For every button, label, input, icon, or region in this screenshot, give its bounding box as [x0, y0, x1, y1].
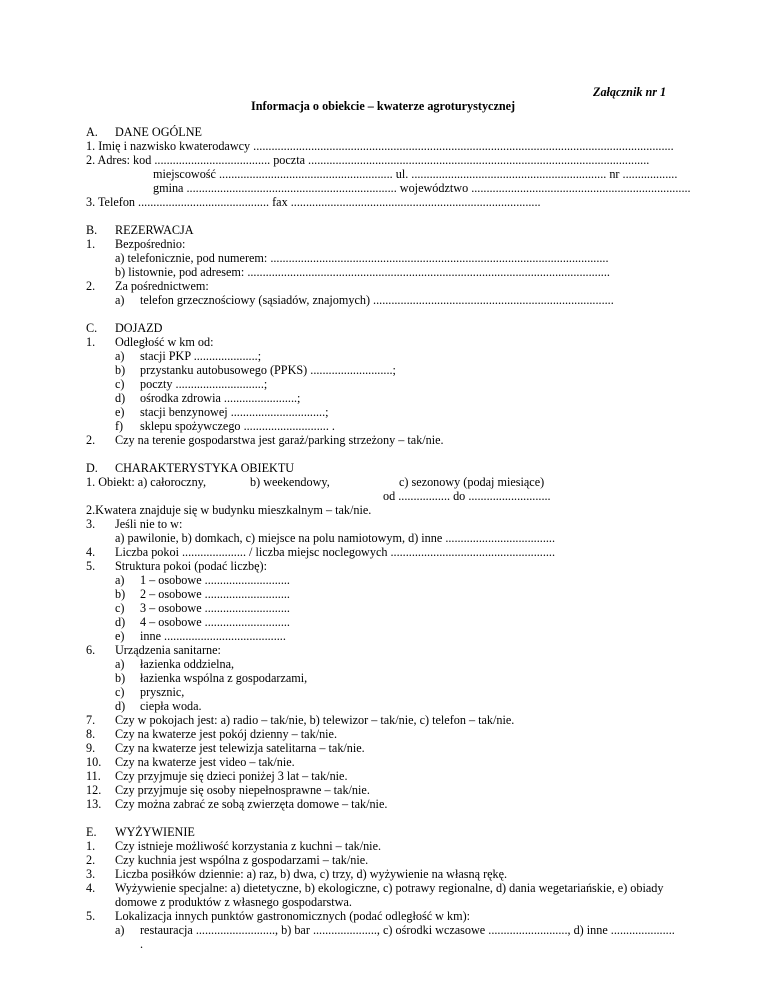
d-sanitary-letter: c) — [115, 685, 125, 699]
e-item-text: Czy istnieje możliwość korzystania z kuchni – tak/nie. — [115, 839, 382, 853]
d-room-text: inne ........................................ — [140, 629, 286, 643]
d-item-number: 12. — [86, 783, 102, 797]
c-sub-text: ośrodka zdrowia ........................; — [140, 391, 301, 405]
c-item-2-number: 2. — [86, 433, 96, 447]
b-item-2a-letter: a) — [115, 293, 125, 307]
e-item-5a-text: restauracja .........................., b) bar ....................., c) ośrodki wczasowe .........................., d) inne ..................... — [140, 923, 675, 937]
e-item-number: 4. — [86, 881, 96, 895]
d-item-6-text: Urządzenia sanitarne: — [115, 643, 221, 657]
d-season-range: od ................. do ........................... — [383, 489, 551, 503]
d-item-text: Czy przyjmuje się osoby niepełnosprawne – tak/nie. — [115, 783, 370, 797]
d-room-text: 1 – osobowe ............................ — [140, 573, 290, 587]
section-e-letter: E. — [86, 825, 97, 839]
d-item-4-number: 4. — [86, 545, 96, 559]
d-object-b: b) weekendowy, — [250, 475, 330, 489]
section-c-heading: DOJAZD — [115, 321, 163, 335]
section-d-heading: CHARAKTERYSTYKA OBIEKTU — [115, 461, 295, 475]
field-address-town: miejscowość ......................................................... ul. ................................................................ nr .................. — [153, 167, 678, 181]
d-sanitary-text: łazienka oddzielna, — [140, 657, 235, 671]
attachment-label: Załącznik nr 1 — [593, 85, 667, 99]
c-sub-letter: a) — [115, 349, 125, 363]
e-item-4-continued: domowe z produktów z własnego gospodarstwa. — [115, 895, 352, 909]
d-room-text: 2 – osobowe ............................ — [140, 587, 290, 601]
d-room-letter: e) — [115, 629, 125, 643]
d-item-2: 2.Kwatera znajduje się w budynku mieszkalnym – tak/nie. — [86, 503, 372, 517]
d-sanitary-letter: d) — [115, 699, 126, 713]
d-room-letter: b) — [115, 587, 126, 601]
b-item-1a: a) telefonicznie, pod numerem: ............................................................................................................... — [115, 251, 609, 265]
field-owner-name: 1. Imię i nazwisko kwaterodawcy .......................................................................................................................................... — [86, 139, 674, 153]
section-b-letter: B. — [86, 223, 98, 237]
d-room-letter: d) — [115, 615, 126, 629]
c-sub-text: stacji benzynowej ...............................; — [140, 405, 329, 419]
d-sanitary-text: ciepła woda. — [140, 699, 202, 713]
d-item-5-text: Struktura pokoi (podać liczbę): — [115, 559, 267, 573]
section-e-heading: WYŻYWIENIE — [115, 825, 195, 839]
e-item-5a-letter: a) — [115, 923, 125, 937]
c-sub-text: poczty .............................; — [140, 377, 268, 391]
section-c-letter: C. — [86, 321, 98, 335]
d-sanitary-letter: a) — [115, 657, 125, 671]
d-item-number: 8. — [86, 727, 96, 741]
field-address-code: 2. Adres: kod ...................................... poczta ................................................................................................................ — [86, 153, 650, 167]
d-item-text: Czy na kwaterze jest video – tak/nie. — [115, 755, 295, 769]
d-item-3-text: Jeśli nie to w: — [115, 517, 183, 531]
e-item-5a-end: . — [140, 937, 144, 951]
e-item-text: Liczba posiłków dziennie: a) raz, b) dwa, c) trzy, d) wyżywienie na własną rękę. — [115, 867, 508, 881]
d-room-letter: c) — [115, 601, 125, 615]
d-item-text: Czy przyjmuje się dzieci poniżej 3 lat – tak/nie. — [115, 769, 348, 783]
e-item-5-number: 5. — [86, 909, 96, 923]
d-sanitary-text: prysznic, — [140, 685, 185, 699]
d-item-number: 9. — [86, 741, 96, 755]
d-item-number: 11. — [86, 769, 101, 783]
c-sub-letter: b) — [115, 363, 126, 377]
d-room-text: 3 – osobowe ............................ — [140, 601, 290, 615]
e-item-number: 3. — [86, 867, 96, 881]
d-item-4-text: Liczba pokoi ..................... / liczba miejsc noclegowych ...................................................... — [115, 545, 556, 559]
b-item-1-number: 1. — [86, 237, 96, 251]
d-item-text: Czy na kwaterze jest telewizja satelitarna – tak/nie. — [115, 741, 365, 755]
e-item-number: 1. — [86, 839, 96, 853]
d-item-3-options: a) pawilonie, b) domkach, c) miejsce na polu namiotowym, d) inne .................................... — [115, 531, 556, 545]
d-item-text: Czy na kwaterze jest pokój dzienny – tak/nie. — [115, 727, 338, 741]
c-sub-letter: f) — [115, 419, 124, 433]
d-item-3-number: 3. — [86, 517, 96, 531]
d-object-c: c) sezonowy (podaj miesiące) — [399, 475, 545, 489]
d-item-5-number: 5. — [86, 559, 96, 573]
d-item-number: 10. — [86, 755, 102, 769]
d-item-text: Czy w pokojach jest: a) radio – tak/nie, b) telewizor – tak/nie, c) telefon – tak/nie. — [115, 713, 515, 727]
b-item-1b: b) listownie, pod adresem: ....................................................................................................................... — [115, 265, 610, 279]
e-item-number: 2. — [86, 853, 96, 867]
c-item-1-text: Odległość w km od: — [115, 335, 214, 349]
b-item-2-number: 2. — [86, 279, 96, 293]
c-sub-text: przystanku autobusowego (PPKS) ...........................; — [140, 363, 396, 377]
c-item-1-number: 1. — [86, 335, 96, 349]
section-d-letter: D. — [86, 461, 98, 475]
c-sub-letter: e) — [115, 405, 125, 419]
document-title: Informacja o obiekcie – kwaterze agroturystycznej — [251, 99, 516, 113]
d-room-text: 4 – osobowe ............................ — [140, 615, 290, 629]
b-item-1-text: Bezpośrednio: — [115, 237, 186, 251]
d-sanitary-letter: b) — [115, 671, 126, 685]
section-a-heading: DANE OGÓLNE — [115, 125, 202, 139]
d-item-number: 13. — [86, 797, 102, 811]
section-b-heading: REZERWACJA — [115, 223, 194, 237]
d-object-a: 1. Obiekt: a) całoroczny, — [86, 475, 207, 489]
d-item-text: Czy można zabrać ze sobą zwierzęta domowe – tak/nie. — [115, 797, 388, 811]
c-sub-letter: d) — [115, 391, 126, 405]
section-a-letter: A. — [86, 125, 98, 139]
c-sub-text: stacji PKP .....................; — [140, 349, 262, 363]
field-address-gmina: gmina ..................................................................... województwo ........................................................................ — [153, 181, 691, 195]
d-item-number: 7. — [86, 713, 96, 727]
c-sub-text: sklepu spożywczego ............................ . — [140, 419, 335, 433]
c-item-2-text: Czy na terenie gospodarstwa jest garaż/parking strzeżony – tak/nie. — [115, 433, 444, 447]
b-item-2a-text: telefon grzecznościowy (sąsiadów, znajomych) ............................................................................... — [140, 293, 614, 307]
field-phone: 3. Telefon ........................................... fax .................................................................................. — [86, 195, 541, 209]
d-item-6-number: 6. — [86, 643, 96, 657]
b-item-2-text: Za pośrednictwem: — [115, 279, 209, 293]
d-sanitary-text: łazienka wspólna z gospodarzami, — [140, 671, 308, 685]
d-room-letter: a) — [115, 573, 125, 587]
c-sub-letter: c) — [115, 377, 125, 391]
e-item-text: Wyżywienie specjalne: a) dietetyczne, b) ekologiczne, c) potrawy regionalne, d) dania wegetariańskie, e) obiady — [115, 881, 664, 895]
e-item-text: Czy kuchnia jest wspólna z gospodarzami – tak/nie. — [115, 853, 369, 867]
e-item-5-text: Lokalizacja innych punktów gastronomicznych (podać odległość w km): — [115, 909, 471, 923]
